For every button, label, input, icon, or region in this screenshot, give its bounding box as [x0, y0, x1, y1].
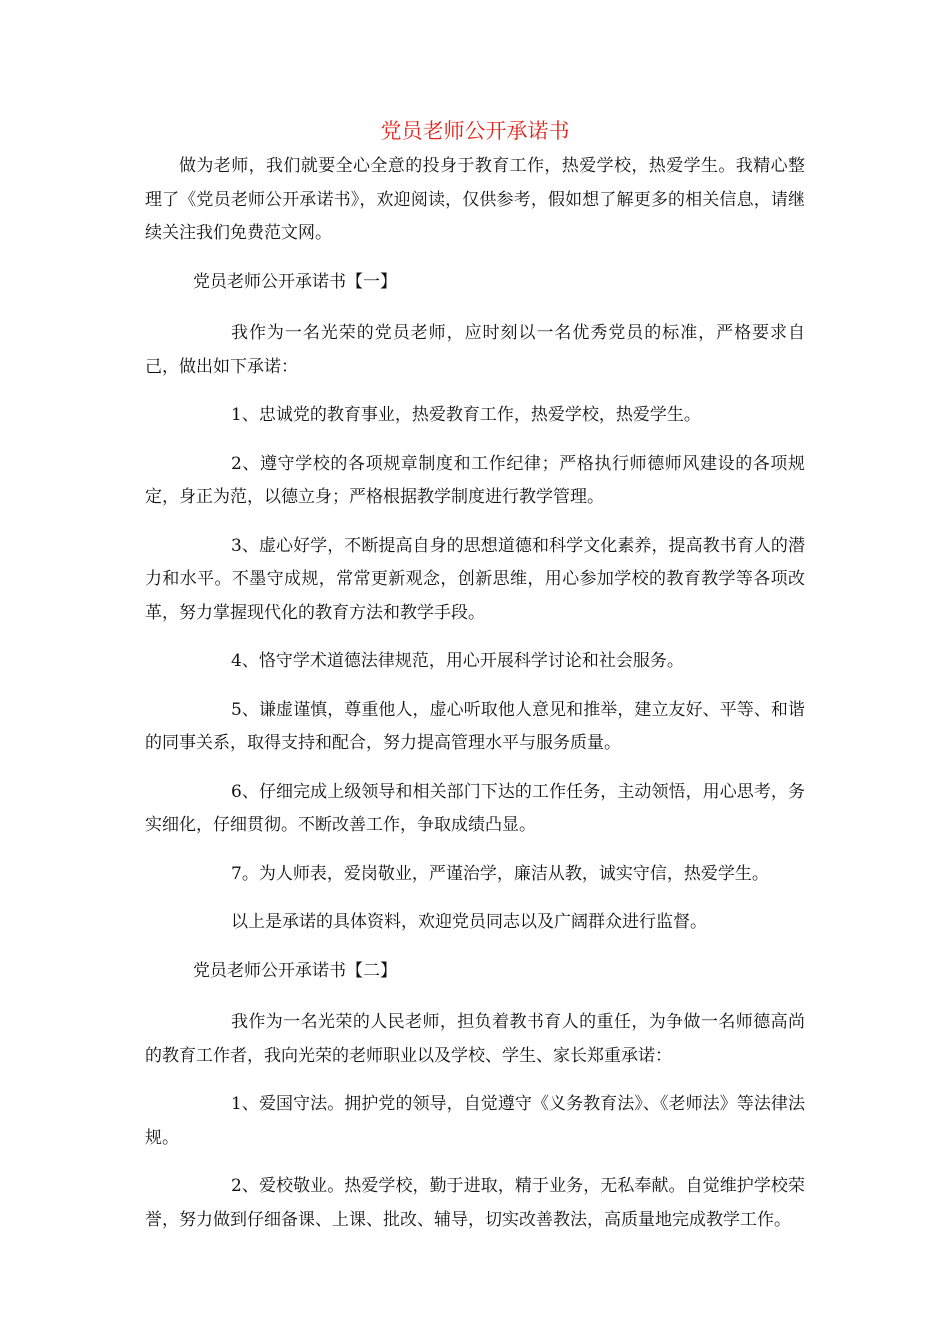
section1-paragraph: 2、遵守学校的各项规章制度和工作纪律；严格执行师德师风建设的各项规定，身正为范，以德立身；严格根据教学制度进行教学管理。: [145, 453, 805, 507]
section2-paragraph: 1、爱国守法。拥护党的领导，自觉遵守《义务教育法》、《老师法》等法律法规。: [145, 1094, 805, 1148]
section1-paragraph: 以上是承诺的具体资料，欢迎党员同志以及广阔群众进行监督。: [231, 912, 707, 932]
section1-paragraph: 3、虚心好学，不断提高自身的思想道德和科学文化素养，提高教书育人的潜力和水平。不墨守成规，常常更新观念，创新思维，用心参加学校的教育教学等各项改革，努力掌握现代化的教育方法和教学手段。: [145, 535, 805, 623]
section-heading-2: 党员老师公开承诺书【二】: [193, 960, 397, 981]
section2-paragraph: 2、爱校敬业。热爱学校，勤于进取，精于业务，无私奉献。自觉维护学校荣誉，努力做到仔细备课、上课、批改、辅导，切实改善教法，高质量地完成教学工作。: [145, 1176, 805, 1230]
intro-paragraph: 做为老师，我们就要全心全意的投身于教育工作，热爱学校，热爱学生。我精心整理了《党员老师公开承诺书》，欢迎阅读，仅供参考，假如想了解更多的相关信息，请继续关注我们免费范文网。: [145, 156, 805, 243]
section1-paragraph: 4、恪守学术道德法律规范，用心开展科学讨论和社会服务。: [231, 651, 684, 671]
document-body: [145, 150, 805, 1237]
section2-paragraph: 我作为一名光荣的人民老师，担负着教书育人的重任，为争做一名师德高尚的教育工作者，我向光荣的老师职业以及学校、学生、家长郑重承诺：: [145, 1012, 805, 1066]
document-title: 党员老师公开承诺书: [380, 119, 570, 143]
section1-paragraph: 5、谦虚谨慎，尊重他人，虚心听取他人意见和推举，建立友好、平等、和谐的同事关系，取得支持和配合，努力提高管理水平与服务质量。: [145, 699, 805, 753]
section1-paragraph: 1、忠诚党的教育事业，热爱教育工作，热爱学校，热爱学生。: [231, 405, 701, 425]
section-heading-1: 党员老师公开承诺书【一】: [193, 271, 397, 292]
section1-paragraph: 6、仔细完成上级领导和相关部门下达的工作任务，主动领悟，用心思考，务实细化，仔细贯彻。不断改善工作，争取成绩凸显。: [145, 781, 805, 835]
section1-paragraph: 7。为人师表，爱岗敬业，严谨治学，廉洁从教，诚实守信，热爱学生。: [231, 863, 769, 884]
section1-paragraph: 我作为一名光荣的党员老师，应时刻以一名优秀党员的标准，严格要求自己，做出如下承诺：: [145, 323, 805, 377]
